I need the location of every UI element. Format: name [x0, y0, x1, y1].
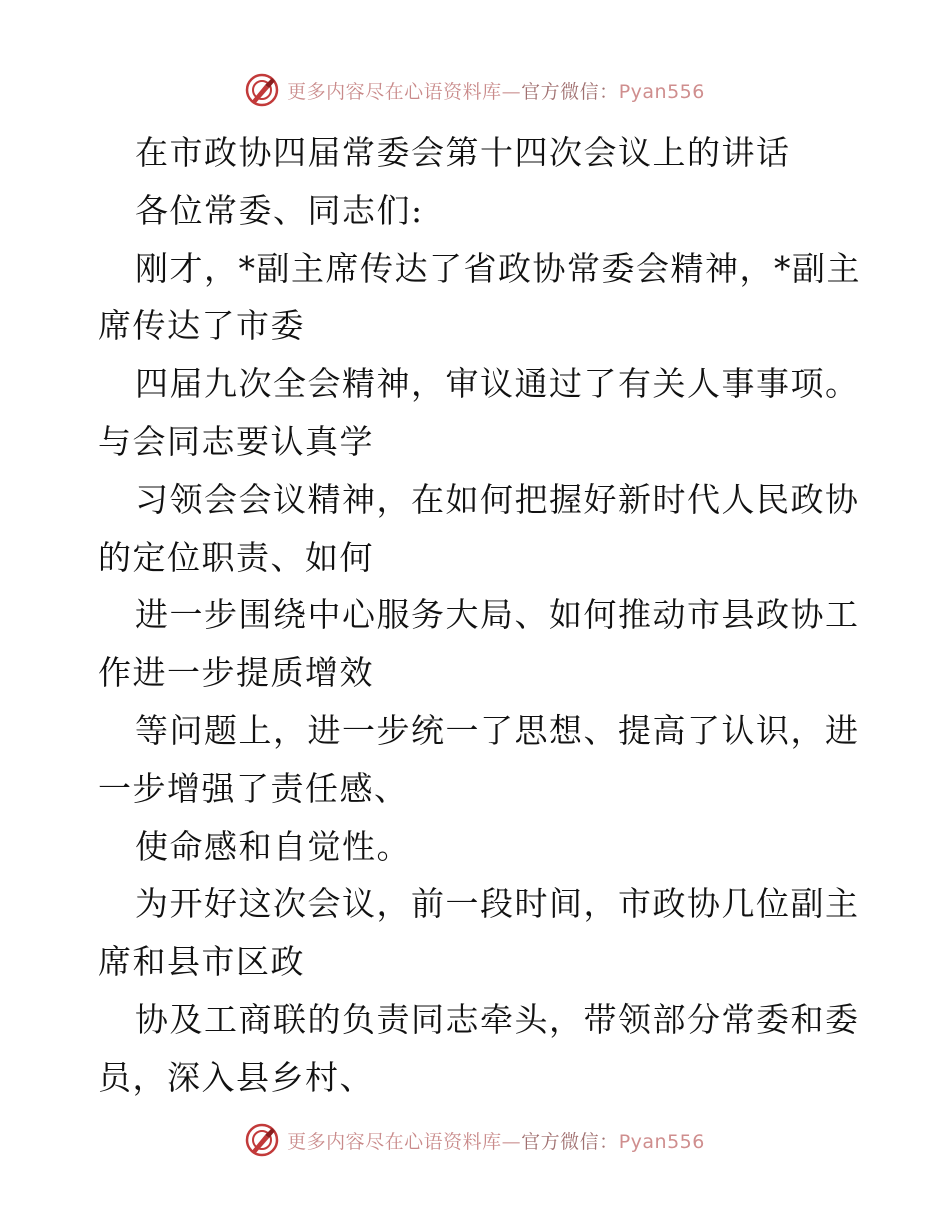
text-line: 等问题上，进一步统一了思想、提高了认识，进 — [135, 710, 860, 750]
watermark-text — [287, 77, 705, 104]
watermark-main: 更多内容尽在心语资料库 — [287, 1130, 502, 1153]
text-line: 习领会会议精神，在如何把握好新时代人民政协 — [135, 479, 860, 519]
watermark-label: 官方微信： — [521, 1130, 619, 1153]
text-line: 席传达了市委 — [98, 306, 305, 346]
pen-logo-icon — [245, 1123, 279, 1157]
text-line: 与会同志要认真学 — [98, 421, 374, 461]
header-watermark — [0, 70, 950, 110]
text-line: 一步增强了责任感、 — [98, 768, 409, 808]
pen-logo-icon — [245, 73, 279, 107]
text-line: 进一步围绕中心服务大局、如何推动市县政协工 — [135, 595, 860, 635]
document-title: 在市政协四届常委会第十四次会议上的讲话 — [135, 133, 791, 172]
footer-watermark — [0, 1120, 950, 1160]
watermark-wechat-id: Pyan556 — [618, 1130, 705, 1153]
watermark-label: 官方微信： — [521, 80, 619, 103]
document-body — [98, 124, 861, 1107]
salutation: 各位常委、同志们: — [135, 190, 424, 230]
text-line: 刚才，*副主席传达了省政协常委会精神，*副主 — [135, 248, 861, 288]
watermark-main: 更多内容尽在心语资料库 — [287, 80, 502, 103]
text-line: 为开好这次会议，前一段时间，市政协几位副主 — [135, 884, 860, 924]
text-line: 四届九次全会精神，审议通过了有关人事事项。 — [135, 364, 860, 404]
text-line: 作进一步提质增效 — [98, 653, 374, 693]
watermark-wechat-id: Pyan556 — [618, 80, 705, 103]
watermark-separator: — — [501, 1130, 522, 1153]
text-line: 协及工商联的负责同志牵头，带领部分常委和委 — [135, 999, 860, 1039]
text-line: 员，深入县乡村、 — [98, 1057, 374, 1097]
watermark-separator: — — [501, 80, 522, 103]
watermark-text — [287, 1127, 705, 1154]
text-line: 的定位职责、如何 — [98, 537, 374, 577]
text-line: 席和县市区政 — [98, 942, 305, 982]
text-line: 使命感和自觉性。 — [135, 826, 411, 866]
